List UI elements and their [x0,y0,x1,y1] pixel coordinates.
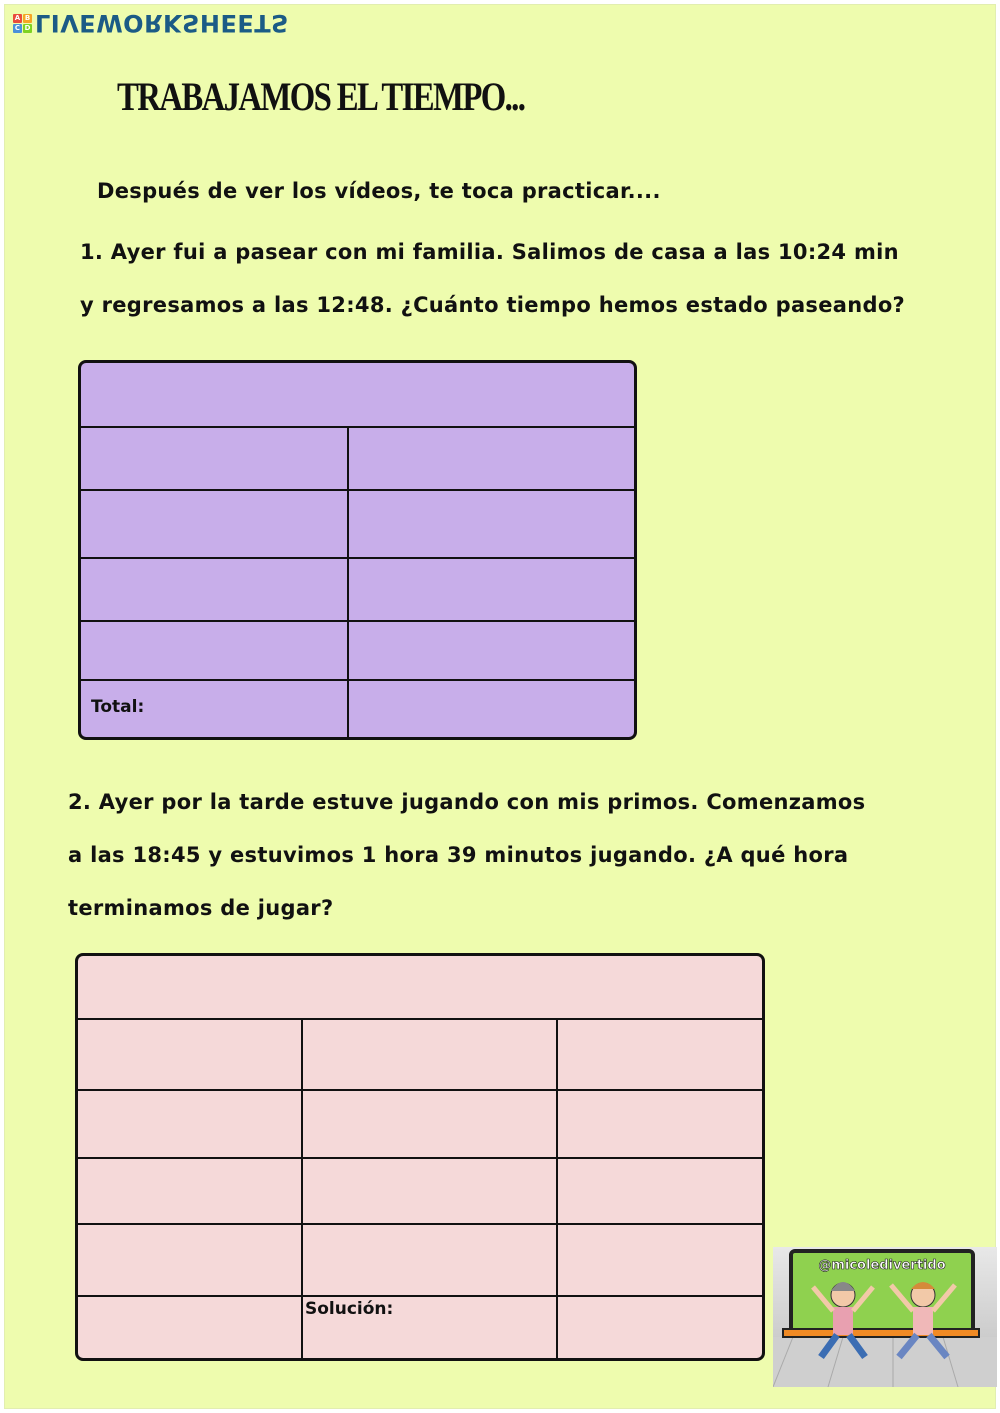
solution-label: Solución: [305,1299,394,1319]
teachers-sticker [773,1247,997,1387]
worksheet-page [4,4,996,1409]
question-2-line-2: a las 18:45 y estuvimos 1 hora 39 minutos jugando. ¿A qué hora [68,843,849,867]
intro-text: Después de ver los vídeos, te toca practicar.... [97,179,661,203]
sticker-handle: @micoledivertido [818,1258,946,1273]
total-label: Total: [91,697,145,717]
brand-blocks-icon: A B C D [14,13,31,32]
page-title: TRABAJAMOS EL TIEMPO... [117,74,525,119]
brand-logo [13,9,289,37]
teachers-avatar-icon [773,1247,997,1387]
question-1-line-2: y regresamos a las 12:48. ¿Cuánto tiempo hemos estado paseando? [80,293,906,317]
answer-table-2[interactable] [75,953,765,1361]
brand-text: LIVEWORKSHEETS [35,9,289,37]
question-1-line-1: 1. Ayer fui a pasear con mi familia. Salimos de casa a las 10:24 min [80,240,899,264]
answer-table-1[interactable] [78,360,637,740]
question-2-line-1: 2. Ayer por la tarde estuve jugando con mis primos. Comenzamos [68,790,866,814]
question-2-line-3: terminamos de jugar? [68,896,334,920]
